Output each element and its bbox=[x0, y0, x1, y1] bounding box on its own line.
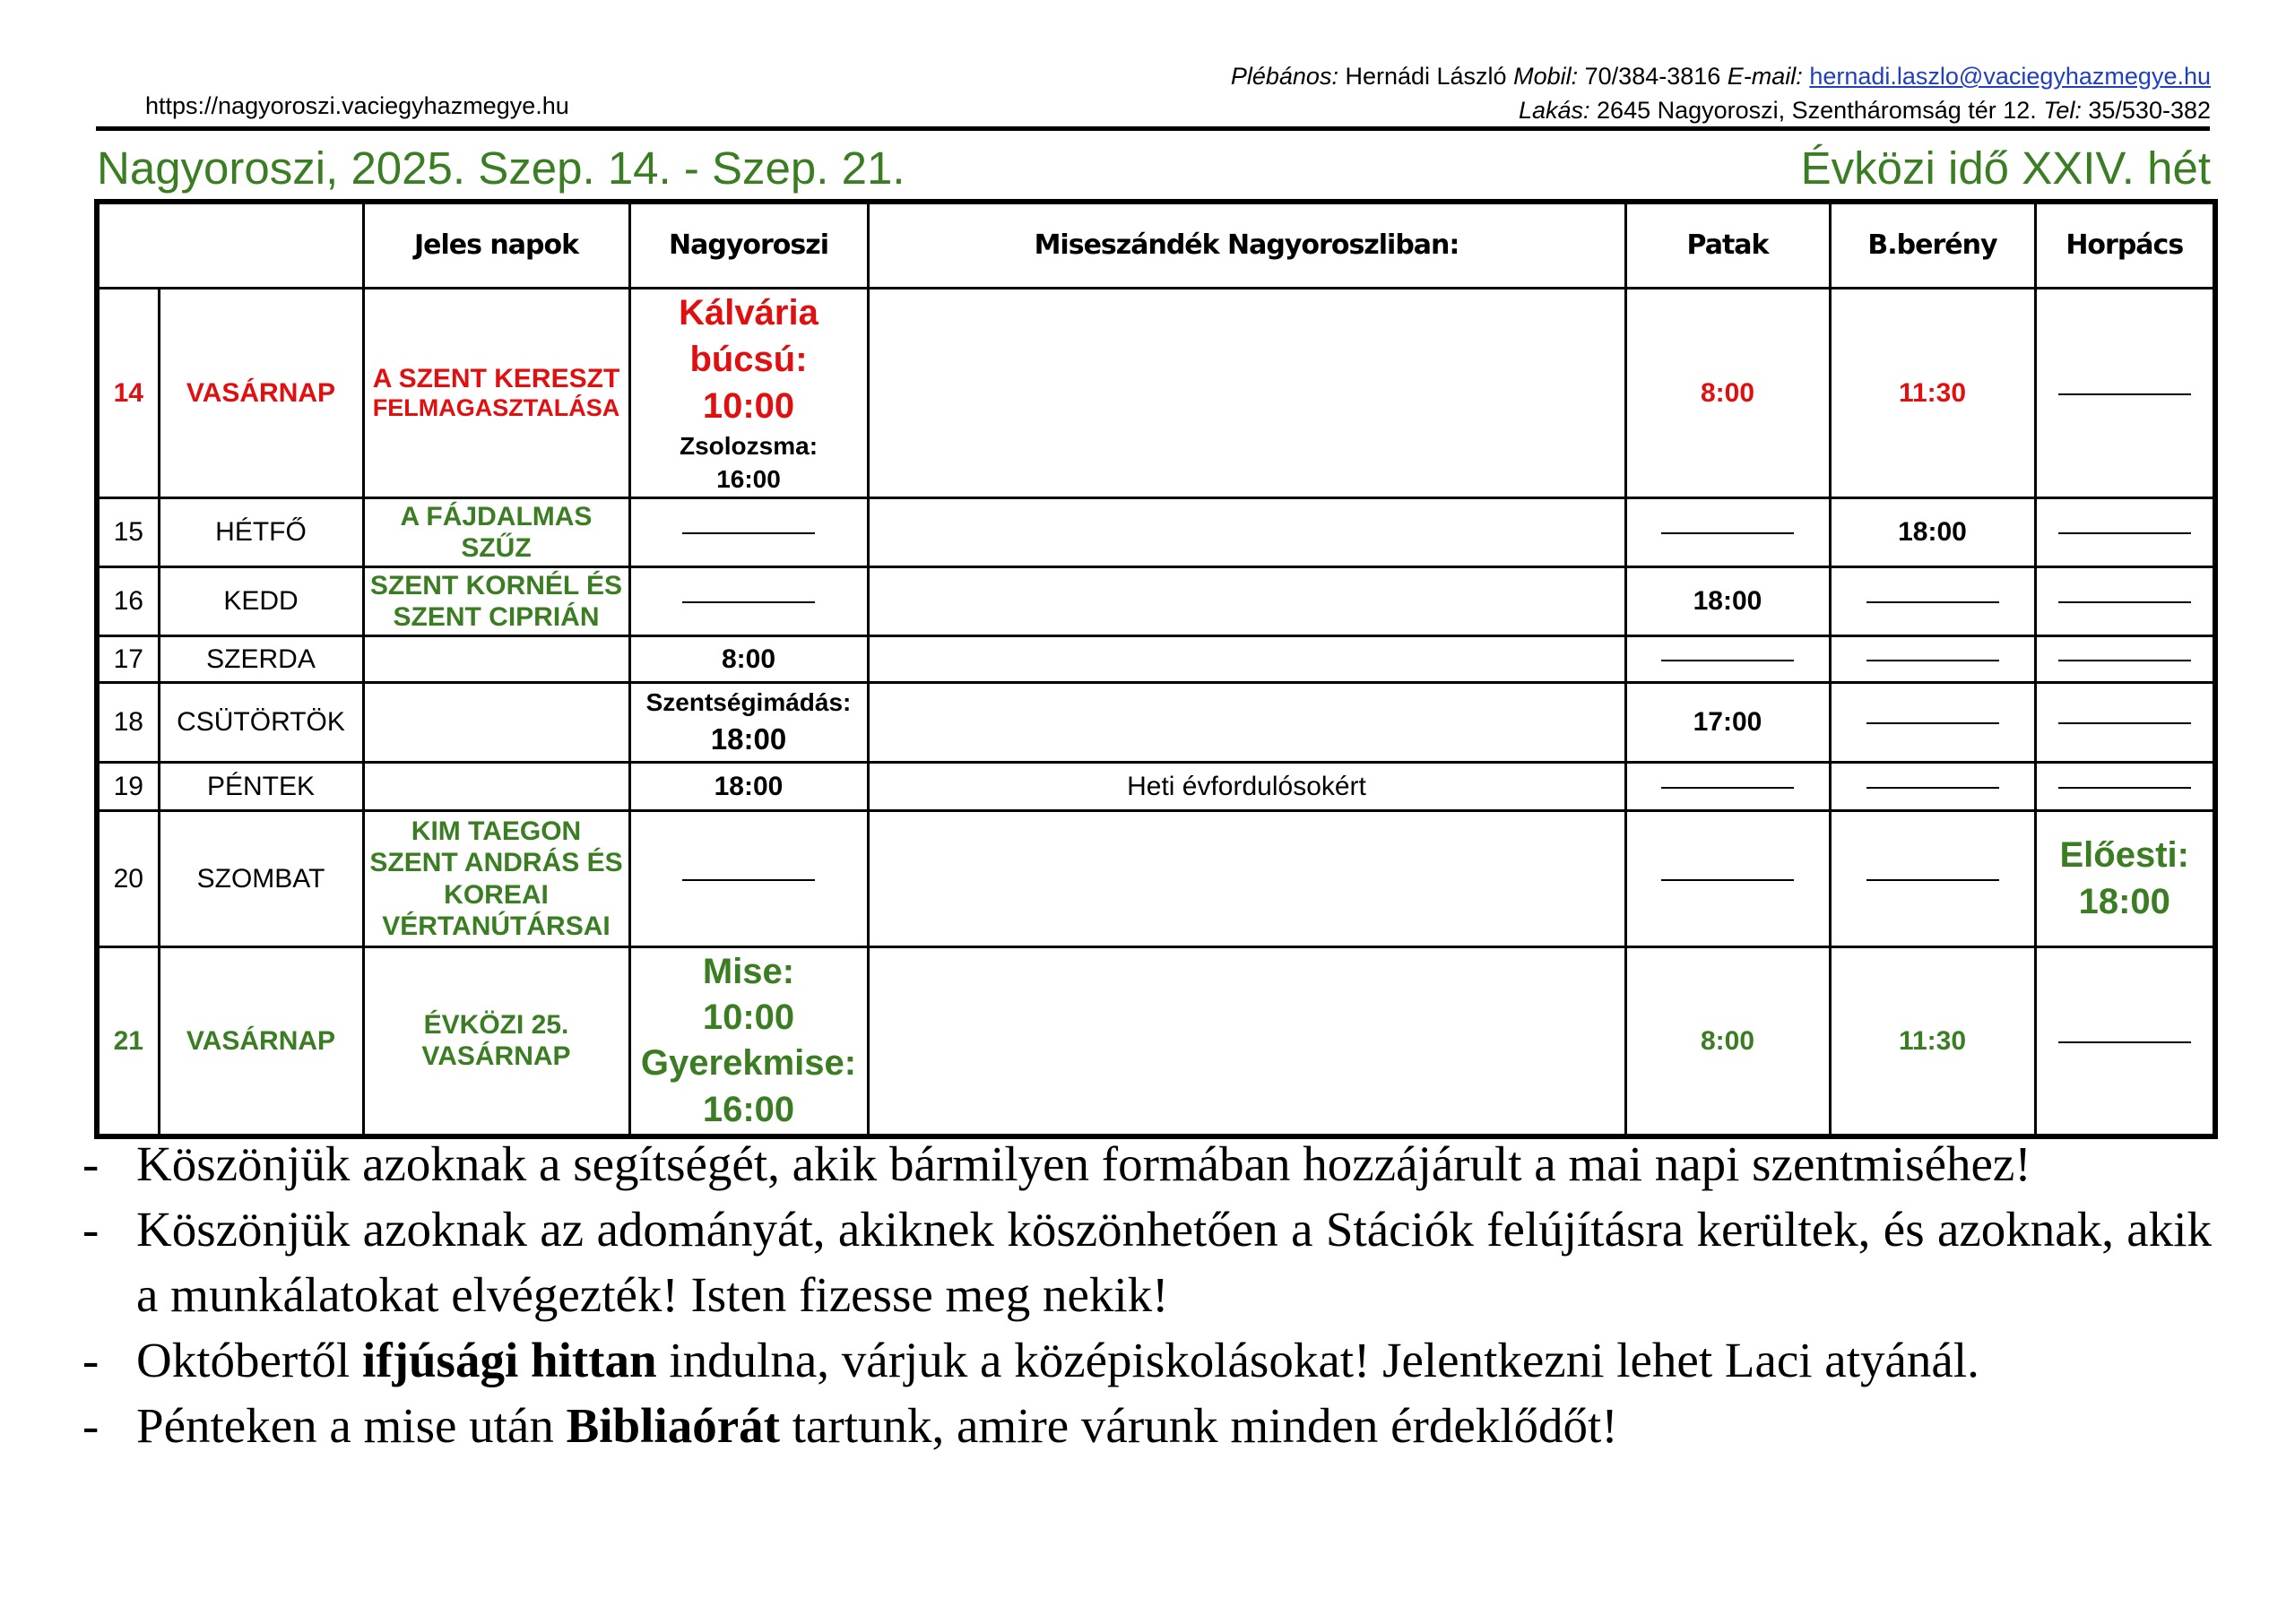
feast-cell bbox=[363, 498, 629, 567]
nagyoroszi-cell bbox=[629, 947, 868, 1136]
announcement-text: Pénteken a mise után bbox=[136, 1398, 567, 1453]
feast-cell bbox=[363, 683, 629, 763]
header-day-cell bbox=[97, 202, 363, 288]
bullet-dash: - bbox=[82, 1333, 100, 1387]
feast-cell bbox=[363, 636, 629, 683]
intention-cell bbox=[868, 683, 1625, 763]
announcement-item bbox=[82, 1327, 2212, 1393]
day-number: 14 bbox=[97, 288, 159, 498]
feast-line: A FÁJDALMAS bbox=[400, 501, 593, 531]
table-row bbox=[97, 683, 2215, 763]
nagyoroszi-cell: 18:00 bbox=[629, 763, 868, 811]
day-number: 18 bbox=[97, 683, 159, 763]
empty-dash bbox=[1866, 787, 1999, 789]
feast-line: SZENT CIPRIÁN bbox=[393, 602, 600, 633]
empty-dash bbox=[682, 532, 815, 534]
tel-label: Tel: bbox=[2043, 97, 2082, 124]
nagyoroszi-line: búcsú: bbox=[689, 339, 808, 379]
horpacs-line: Előesti: bbox=[2059, 835, 2189, 876]
contact-line-2 bbox=[1231, 93, 2211, 127]
bullet-dash: - bbox=[82, 1398, 100, 1453]
empty-dash bbox=[1866, 879, 1999, 881]
empty-dash bbox=[1866, 660, 1999, 661]
intention-cell bbox=[868, 567, 1625, 636]
empty-dash bbox=[1866, 601, 1999, 603]
horpacs-cell bbox=[2035, 498, 2215, 567]
horpacs-cell bbox=[2035, 947, 2215, 1136]
feast-line: SZENT KORNÉL ÉS bbox=[369, 570, 623, 600]
email-label: E-mail: bbox=[1727, 63, 1803, 90]
parish-website-url[interactable]: https://nagyoroszi.vaciegyhazmegye.hu bbox=[145, 92, 569, 119]
empty-dash bbox=[2058, 1041, 2191, 1043]
nagyoroszi-line: Mise: bbox=[702, 951, 795, 991]
day-name: CSÜTÖRTÖK bbox=[159, 683, 363, 763]
nagyoroszi-line: 16:00 bbox=[702, 1089, 795, 1129]
announcement-text: indulna, várjuk a középiskolásokat! Jelentkezni lehet Laci atyánál. bbox=[656, 1333, 1979, 1387]
header-bbereny: B.berény bbox=[1830, 202, 2035, 288]
patak-cell bbox=[1625, 763, 1830, 811]
nagyoroszi-cell: 8:00 bbox=[629, 636, 868, 683]
patak-cell bbox=[1625, 498, 1830, 567]
bbereny-cell bbox=[1830, 811, 2035, 947]
horpacs-cell bbox=[2035, 811, 2215, 947]
day-number: 15 bbox=[97, 498, 159, 567]
liturgical-week: Évközi idő XXIV. hét bbox=[1800, 143, 2211, 194]
announcement-emphasis: ifjúsági hittan bbox=[362, 1333, 657, 1387]
day-number: 20 bbox=[97, 811, 159, 947]
announcement-emphasis: Bibliaórát bbox=[566, 1398, 780, 1453]
patak-cell bbox=[1625, 636, 1830, 683]
announcement-item bbox=[82, 1131, 2212, 1196]
nagyoroszi-line: 18:00 bbox=[710, 721, 787, 756]
feast-cell bbox=[363, 288, 629, 498]
empty-dash bbox=[1661, 660, 1794, 661]
horpacs-cell bbox=[2035, 567, 2215, 636]
header-patak: Patak bbox=[1625, 202, 1830, 288]
table-row bbox=[97, 763, 2215, 811]
horpacs-cell bbox=[2035, 288, 2215, 498]
day-name: VASÁRNAP bbox=[159, 288, 363, 498]
feast-line: KOREAI bbox=[444, 879, 549, 910]
pastor-label: Plébános: bbox=[1230, 63, 1338, 90]
bbereny-cell: 11:30 bbox=[1830, 947, 2035, 1136]
patak-cell: 17:00 bbox=[1625, 683, 1830, 763]
bbereny-cell bbox=[1830, 636, 2035, 683]
header-feasts: Jeles napok bbox=[363, 202, 629, 288]
tel-number: 35/530-382 bbox=[2088, 97, 2211, 124]
table-row bbox=[97, 811, 2215, 947]
table-row bbox=[97, 567, 2215, 636]
header-horpacs: Horpács bbox=[2035, 202, 2215, 288]
day-number: 16 bbox=[97, 567, 159, 636]
day-name: PÉNTEK bbox=[159, 763, 363, 811]
empty-dash bbox=[2058, 787, 2191, 789]
nagyoroszi-line: Szentségimádás: bbox=[645, 687, 852, 716]
bbereny-cell bbox=[1830, 567, 2035, 636]
nagyoroszi-line: Kálvária bbox=[679, 292, 818, 333]
day-name: HÉTFŐ bbox=[159, 498, 363, 567]
feast-cell bbox=[363, 763, 629, 811]
bbereny-cell: 11:30 bbox=[1830, 288, 2035, 498]
table-header-row bbox=[97, 202, 2215, 288]
empty-dash bbox=[2058, 722, 2191, 724]
feast-line: SZŰZ bbox=[461, 533, 532, 564]
mobile-label: Mobil: bbox=[1513, 63, 1579, 90]
empty-dash bbox=[2058, 660, 2191, 661]
table-row bbox=[97, 288, 2215, 498]
pastor-name: Hernádi László bbox=[1345, 63, 1507, 90]
nagyoroszi-line: 10:00 bbox=[702, 385, 795, 426]
page-title: Nagyoroszi, 2025. Szep. 14. - Szep. 21. bbox=[97, 143, 905, 194]
nagyoroszi-line: Zsolozsma: bbox=[679, 431, 818, 460]
mobile-number: 70/384-3816 bbox=[1584, 63, 1721, 90]
nagyoroszi-cell bbox=[629, 811, 868, 947]
empty-dash bbox=[682, 879, 815, 881]
home-label: Lakás: bbox=[1518, 97, 1590, 124]
bbereny-cell: 18:00 bbox=[1830, 498, 2035, 567]
patak-cell bbox=[1625, 811, 1830, 947]
table-row bbox=[97, 636, 2215, 683]
patak-cell: 18:00 bbox=[1625, 567, 1830, 636]
empty-dash bbox=[2058, 532, 2191, 534]
table-row bbox=[97, 498, 2215, 567]
patak-cell: 8:00 bbox=[1625, 947, 1830, 1136]
feast-cell bbox=[363, 947, 629, 1136]
header-intentions: Miseszándék Nagyoroszliban: bbox=[868, 202, 1625, 288]
horpacs-cell bbox=[2035, 636, 2215, 683]
feast-line: VÉRTANÚTÁRSAI bbox=[382, 911, 611, 941]
feast-line: ÉVKÖZI 25. bbox=[423, 1009, 569, 1040]
intention-cell bbox=[868, 636, 1625, 683]
announcements bbox=[82, 1131, 2212, 1458]
announcement-item bbox=[82, 1196, 2212, 1327]
empty-dash bbox=[1661, 787, 1794, 789]
horpacs-cell bbox=[2035, 763, 2215, 811]
horpacs-cell bbox=[2035, 683, 2215, 763]
bullet-dash: - bbox=[82, 1136, 100, 1191]
nagyoroszi-line: 10:00 bbox=[702, 998, 795, 1038]
intention-cell bbox=[868, 498, 1625, 567]
feast-cell bbox=[363, 567, 629, 636]
announcement-text: Köszönjük azoknak az adományát, akiknek köszönhetően a Stációk felújításra kerültek, és azoknak, akik a munkálatokat elvégezték! Isten fizesse meg nekik! bbox=[136, 1202, 2212, 1322]
day-name: SZERDA bbox=[159, 636, 363, 683]
horpacs-line: 18:00 bbox=[2078, 881, 2170, 921]
header-divider bbox=[96, 126, 2210, 131]
empty-dash bbox=[1661, 879, 1794, 881]
announcement-item bbox=[82, 1393, 2212, 1458]
feast-cell bbox=[363, 811, 629, 947]
bullet-dash: - bbox=[82, 1202, 100, 1257]
empty-dash bbox=[2058, 393, 2191, 395]
day-number: 21 bbox=[97, 947, 159, 1136]
intention-cell bbox=[868, 811, 1625, 947]
bbereny-cell bbox=[1830, 683, 2035, 763]
intention-cell bbox=[868, 288, 1625, 498]
announcement-text: Köszönjük azoknak a segítségét, akik bármilyen formában hozzájárult a mai napi szentmiséhez! bbox=[136, 1136, 2031, 1191]
day-name: SZOMBAT bbox=[159, 811, 363, 947]
announcement-text: Októbertől bbox=[136, 1333, 363, 1387]
mass-schedule-table bbox=[94, 199, 2218, 1139]
empty-dash bbox=[682, 601, 815, 603]
nagyoroszi-cell bbox=[629, 683, 868, 763]
empty-dash bbox=[1661, 532, 1794, 534]
patak-cell: 8:00 bbox=[1625, 288, 1830, 498]
feast-line: VASÁRNAP bbox=[421, 1041, 571, 1072]
nagyoroszi-cell bbox=[629, 567, 868, 636]
feast-line: KIM TAEGON bbox=[411, 816, 582, 846]
feast-line: A SZENT KERESZT bbox=[372, 363, 620, 393]
nagyoroszi-cell bbox=[629, 288, 868, 498]
table-row bbox=[97, 947, 2215, 1136]
feast-line: FELMAGASZTALÁSA bbox=[372, 394, 620, 422]
contact-line-1 bbox=[1231, 59, 2211, 93]
intention-cell: Heti évfordulósokért bbox=[868, 763, 1625, 811]
home-address: 2645 Nagyoroszi, Szentháromság tér 12. bbox=[1597, 97, 2037, 124]
feast-line: SZENT ANDRÁS ÉS bbox=[369, 848, 623, 878]
day-number: 19 bbox=[97, 763, 159, 811]
nagyoroszi-cell bbox=[629, 498, 868, 567]
email-link[interactable]: hernadi.laszlo@vaciegyhazmegye.hu bbox=[1809, 63, 2211, 90]
empty-dash bbox=[2058, 601, 2191, 603]
day-name: VASÁRNAP bbox=[159, 947, 363, 1136]
day-number: 17 bbox=[97, 636, 159, 683]
bbereny-cell bbox=[1830, 763, 2035, 811]
contact-info bbox=[1231, 59, 2211, 127]
nagyoroszi-line: Gyerekmise: bbox=[640, 1043, 857, 1084]
day-name: KEDD bbox=[159, 567, 363, 636]
nagyoroszi-line: 16:00 bbox=[716, 465, 781, 494]
header-nagyoroszi: Nagyoroszi bbox=[629, 202, 868, 288]
intention-cell bbox=[868, 947, 1625, 1136]
announcement-text: tartunk, amire várunk minden érdeklődőt! bbox=[779, 1398, 1618, 1453]
empty-dash bbox=[1866, 722, 1999, 724]
